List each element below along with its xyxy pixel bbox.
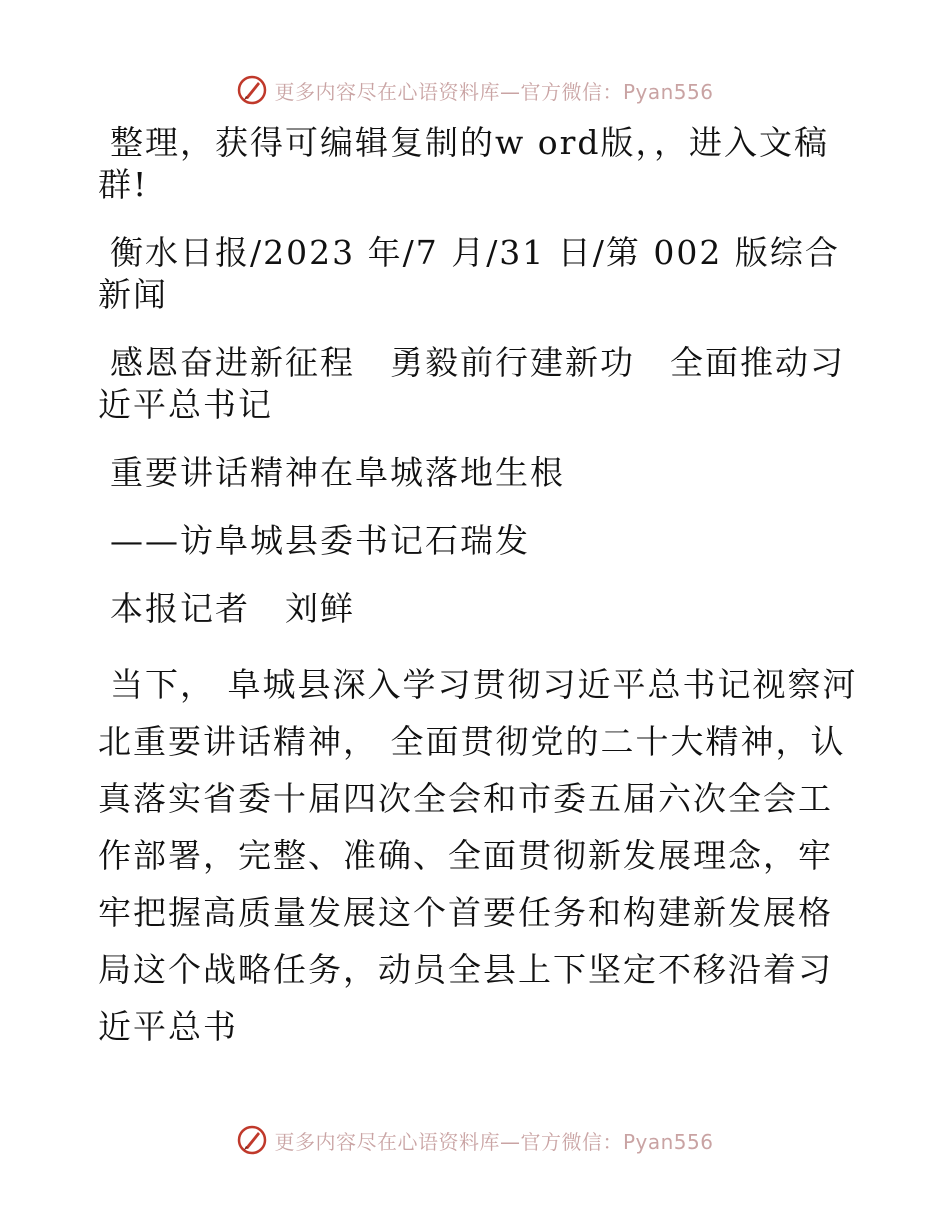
quill-pen-circle-icon <box>236 1124 268 1156</box>
headline-line-1: 感恩奋进新征程 勇毅前行建新功 全面推动习近平总书记 <box>98 343 845 424</box>
intro-paragraph: 整理，获得可编辑复制的w ord版，，进入文稿群! <box>98 123 830 204</box>
quill-pen-circle-icon <box>236 74 268 106</box>
headline-line-2: 重要讲话精神在阜城落地生根 <box>110 453 565 492</box>
document-body <box>98 122 858 1081</box>
footer-watermark-text: 更多内容尽在心语资料库—官方微信：Pyan556 <box>274 1129 714 1154</box>
subtitle: ——访阜城县委书记石瑞发 <box>110 521 530 560</box>
body-paragraph: 当下， 阜城县深入学习贯彻习近平总书记视察河北重要讲话精神， 全面贯彻党的二十大精神，认真落实省委十届四次全会和市委五届六次全会工作部署，完整、准确、全面贯彻新发展理念，牢牢把握高质量发展这个首要任务和构建新发展格局这个战略任务，动员全县上下坚定不移沿着习近平总书 <box>98 665 858 1046</box>
byline: 本报记者 刘鲜 <box>110 589 355 628</box>
header-watermark-text: 更多内容尽在心语资料库—官方微信：Pyan556 <box>274 79 714 104</box>
header-watermark <box>0 70 950 110</box>
source-line: 衡水日报/2023 年/7 月/31 日/第 002 版综合新闻 <box>98 233 840 314</box>
footer-watermark <box>0 1120 950 1160</box>
